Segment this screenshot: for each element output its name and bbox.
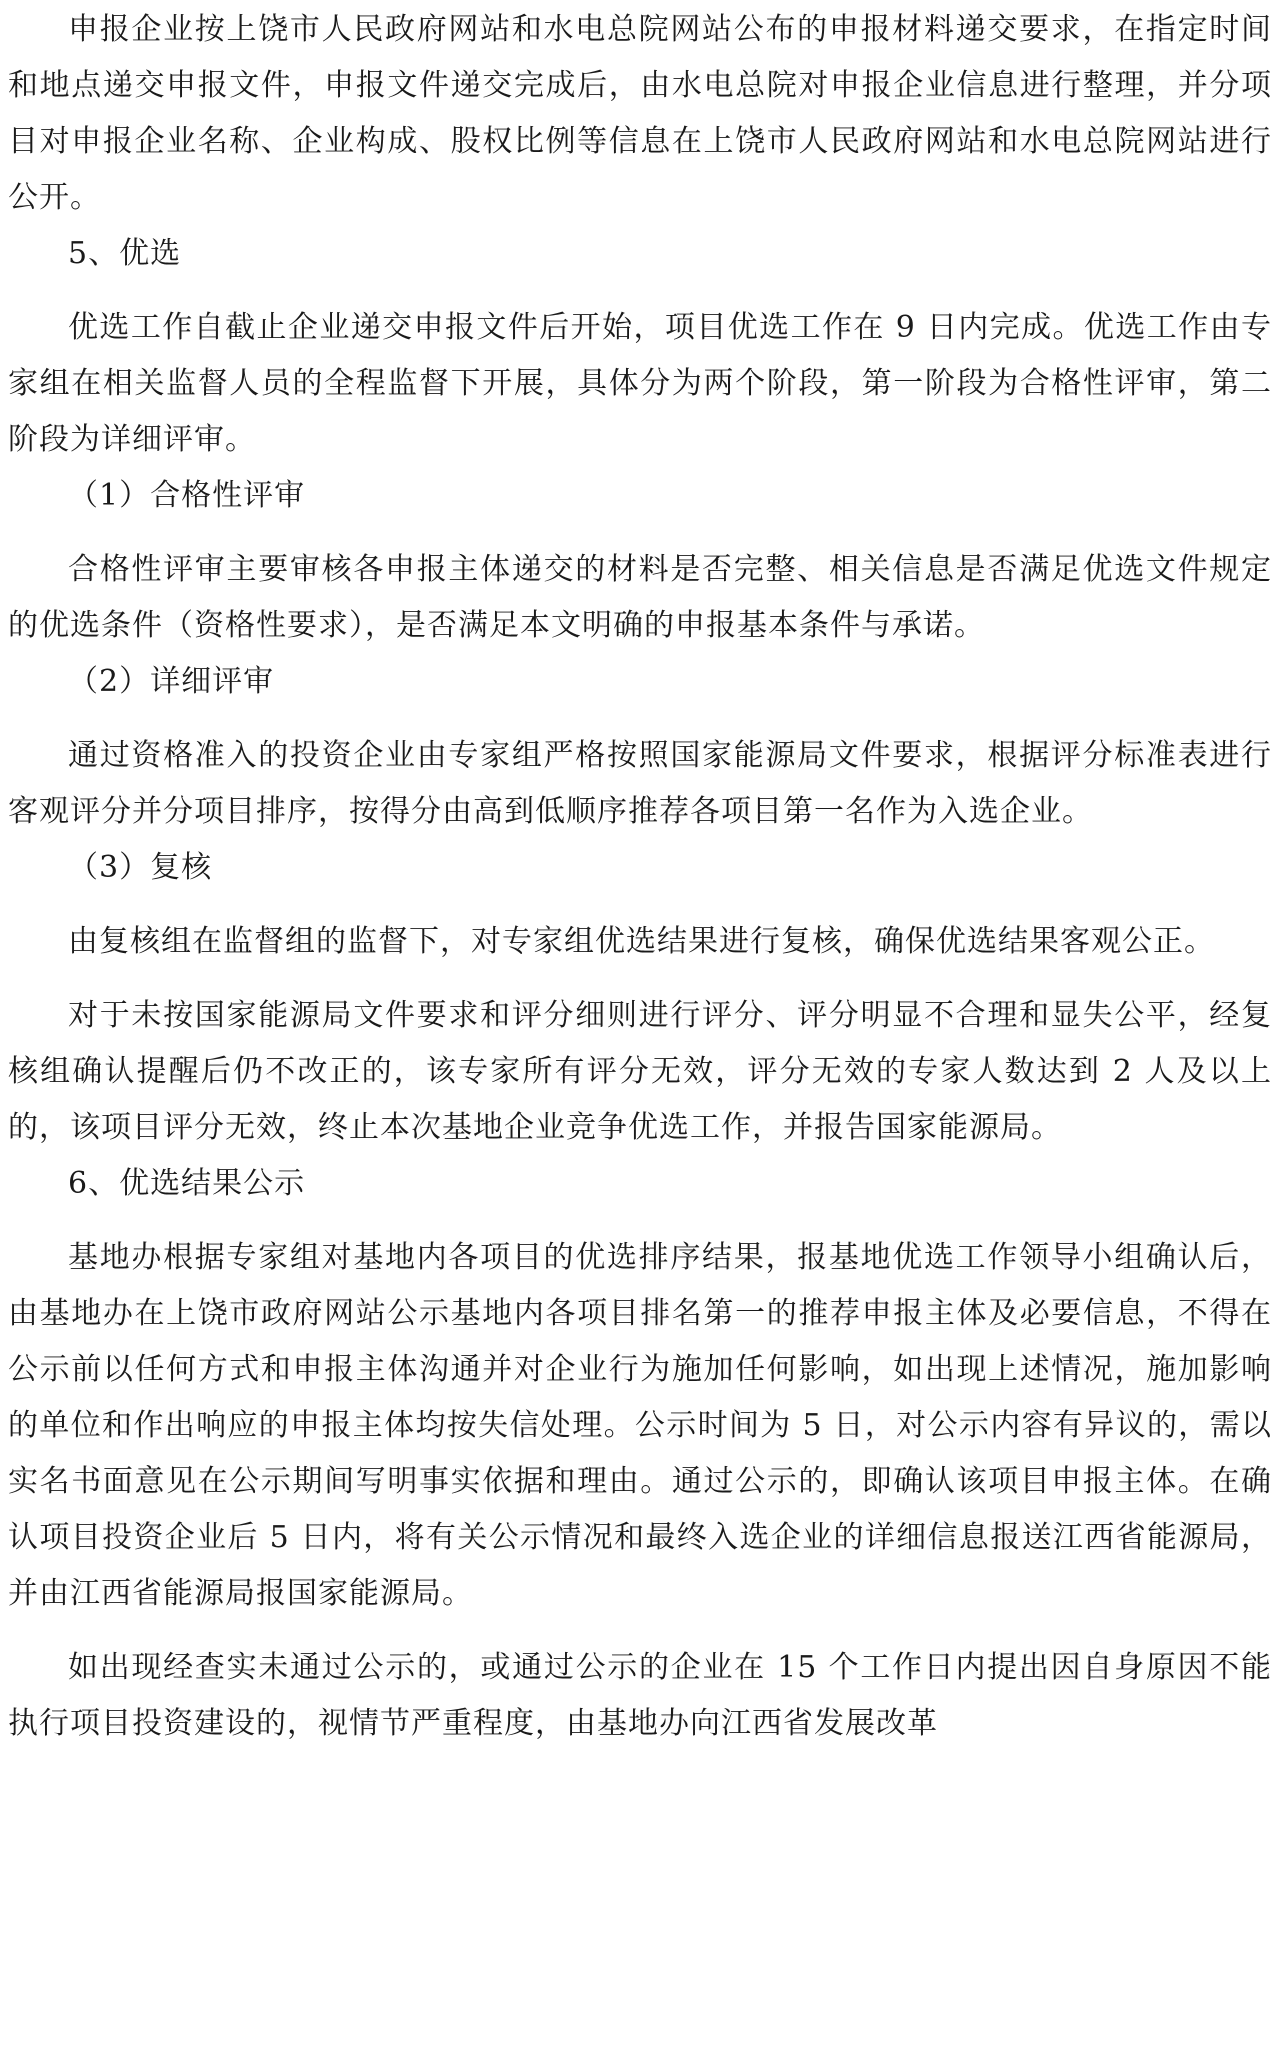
- paragraph-qualification-review: 合格性评审主要审核各申报主体递交的材料是否完整、相关信息是否满足优选文件规定的优选条件（资格性要求），是否满足本文明确的申报基本条件与承诺。: [8, 552, 1272, 643]
- paragraph-submission: 申报企业按上饶市人民政府网站和水电总院网站公布的申报材料递交要求，在指定时间和地点递交申报文件，申报文件递交完成后，由水电总院对申报企业信息进行整理，并分项目对申报企业名称、企业构成、股权比例等信息在上饶市人民政府网站和水电总院网站进行公开。: [8, 12, 1272, 215]
- document-page: [8, 0, 1272, 1752]
- paragraph-selection: 优选工作自截止企业递交申报文件后开始，项目优选工作在 9 日内完成。优选工作由专家组在相关监督人员的全程监督下开展，具体分为两个阶段，第一阶段为合格性评审，第二阶段为详细评审。: [8, 310, 1272, 457]
- paragraph-invalid-scoring: 对于未按国家能源局文件要求和评分细则进行评分、评分明显不合理和显失公平，经复核组确认提醒后仍不改正的，该专家所有评分无效，评分无效的专家人数达到 2 人及以上的，该项目评分无效，终止本次基地企业竞争优选工作，并报告国家能源局。: [8, 998, 1272, 1145]
- paragraph-detailed-review: 通过资格准入的投资企业由专家组严格按照国家能源局文件要求，根据评分标准表进行客观评分并分项目排序，按得分由高到低顺序推荐各项目第一名作为入选企业。: [8, 738, 1272, 829]
- heading-selection: 5、优选: [68, 236, 182, 271]
- heading-detailed-review: （2）详细评审: [68, 664, 275, 699]
- heading-recheck: （3）复核: [68, 850, 213, 885]
- paragraph-recheck: 由复核组在监督组的监督下，对专家组优选结果进行复核，确保优选结果客观公正。: [68, 924, 1215, 959]
- paragraph-result-publicity: 基地办根据专家组对基地内各项目的优选排序结果，报基地优选工作领导小组确认后，由基地办在上饶市政府网站公示基地内各项目排名第一的推荐申报主体及必要信息，不得在公示前以任何方式和申报主体沟通并对企业行为施加任何影响，如出现上述情况，施加影响的单位和作出响应的申报主体均按失信处理。公示时间为 5 日，对公示内容有异议的，需以实名书面意见在公示期间写明事实依据和理由。通过公示的，即确认该项目申报主体。在确认项目投资企业后 5 日内，将有关公示情况和最终入选企业的详细信息报送江西省能源局，并由江西省能源局报国家能源局。: [8, 1240, 1272, 1611]
- heading-qualification-review: （1）合格性评审: [68, 478, 306, 513]
- paragraph-failed-publicity: 如出现经查实未通过公示的，或通过公示的企业在 15 个工作日内提出因自身原因不能执行项目投资建设的，视情节严重程度，由基地办向江西省发展改革: [8, 1650, 1272, 1741]
- heading-result-publicity: 6、优选结果公示: [68, 1166, 306, 1201]
